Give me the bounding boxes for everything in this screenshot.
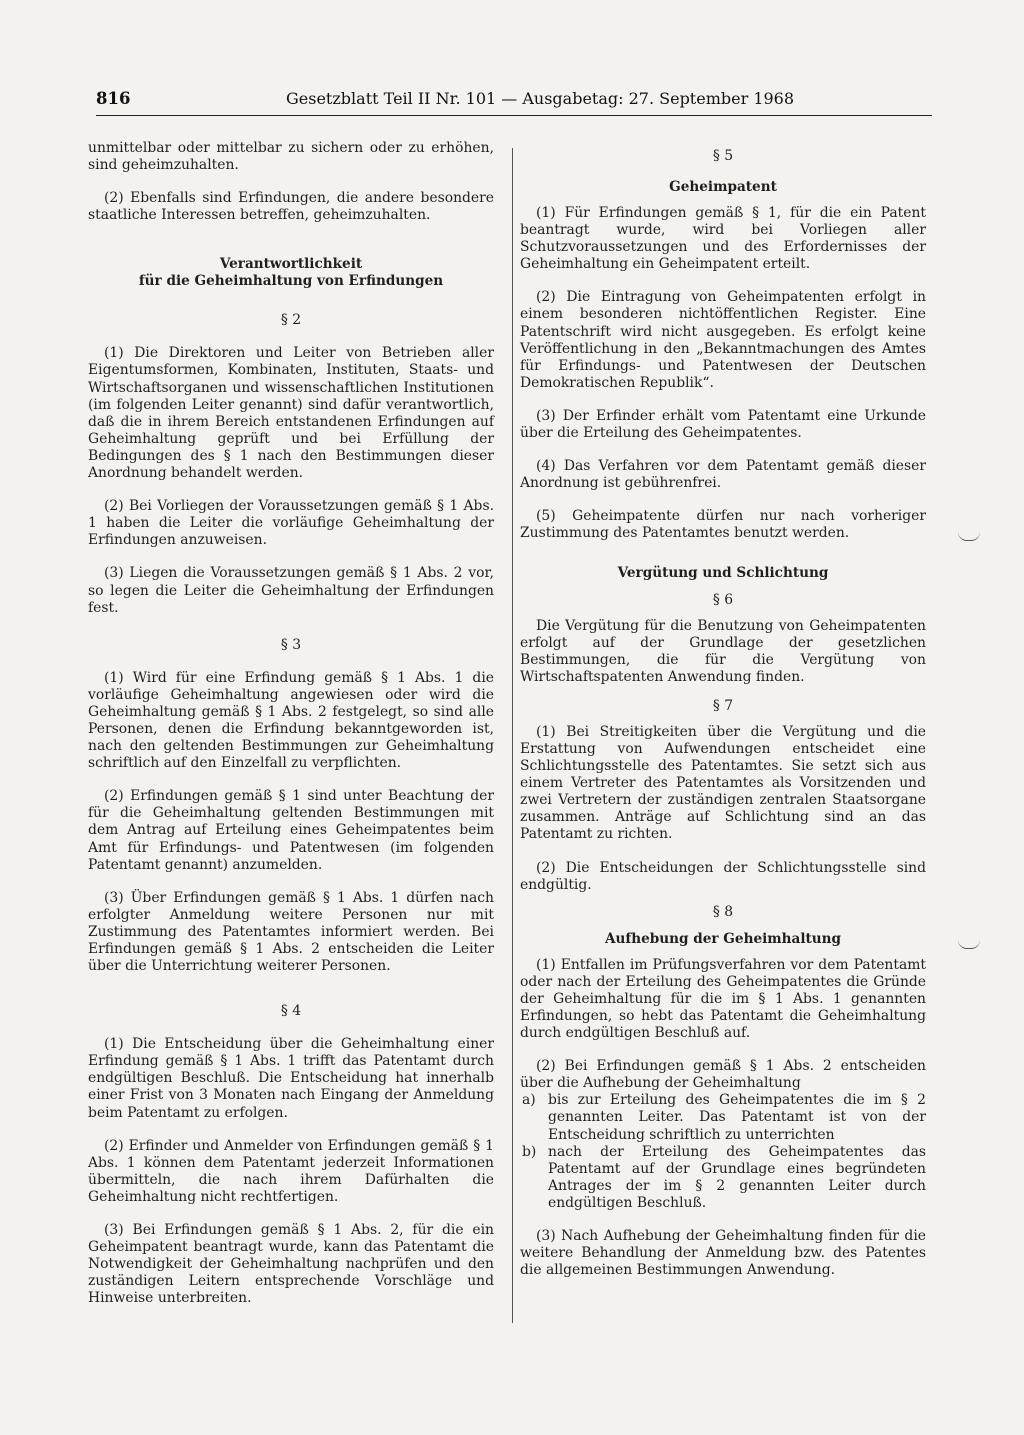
- left-column: [88, 140, 494, 1308]
- section-number: § 4: [280, 1003, 302, 1020]
- paragraph: (4) Das Verfahren vor dem Patentamt gemäß dieser Anordnung ist gebührenfrei.: [520, 458, 926, 492]
- paragraph: (2) Die Eintragung von Geheimpatenten erfolgt in einem besonderen nichtöffentlichen Register. Eine Patentschrift wird nicht ausgegeben. Es erfolgt keine Veröffentlichung in den „Bekanntmachungen des Amtes für Erfindungs- und Patentwesen der Deutschen Demokratischen Republik“.: [520, 289, 926, 391]
- paragraph: unmittelbar oder mittelbar zu sichern oder zu erhöhen, sind geheimzuhalten.: [88, 140, 494, 174]
- margin-mark: [958, 940, 980, 949]
- paragraph: (3) Bei Erfindungen gemäß § 1 Abs. 2, für die ein Geheimpatent beantragt wurde, kann das Patentamt die Notwendigkeit der Geheimhaltung nachprüfen und den zuständigen Leitern entsprechende Vorschläge und Hinweise unterbreiten.: [88, 1222, 494, 1307]
- paragraph: Die Vergütung für die Benutzung von Geheimpatenten erfolgt auf der Grundlage der gesetzlichen Bestimmungen, die für die Vergütung von Wirtschaftspatenten Anwendung finden.: [520, 617, 926, 685]
- header-rule: [96, 115, 932, 116]
- paragraph: (2) Erfindungen gemäß § 1 sind unter Beachtung der für die Geheimhaltung geltenden Bestimmungen mit dem Antrag auf Erteilung eines Geheimpatentes beim Amt für Erfindungs- und Patentwesen (im folgenden Patentamt genannt) anzumelden.: [88, 788, 494, 873]
- section-number: § 3: [280, 636, 302, 653]
- list-label: a): [522, 1092, 536, 1109]
- list-item: [520, 1144, 926, 1212]
- list-item: [520, 1092, 926, 1143]
- paragraph: (3) Der Erfinder erhält vom Patentamt eine Urkunde über die Erteilung des Geheimpatentes.: [520, 407, 926, 442]
- paragraph: (1) Für Erfindungen gemäß § 1, für die ein Patent beantragt wurde, wird bei Vorliegen aller Schutzvoraussetzungen und des Erfordernisses der Geheimhaltung ein Geheimpatent erteilt.: [520, 205, 926, 273]
- section-number: § 7: [712, 697, 734, 714]
- section-number: § 6: [712, 591, 734, 608]
- paragraph: (1) Bei Streitigkeiten über die Vergütung und die Erstattung von Aufwendungen entscheidet eine Schlichtungsstelle des Patentamtes. Sie setzt sich aus einem Vertreter des Patentamtes als Vorsitzenden und zwei Vertretern der zuständigen zentralen Staatsorgane zusammen. Anträge auf Schlichtung sind an das Patentamt zu richten.: [520, 723, 926, 843]
- list-text: bis zur Erteilung des Geheimpatentes die im § 2 genannten Leiter. Das Patentamt ist von der Entscheidung schriftlich zu unterrichten: [548, 1092, 926, 1143]
- gazette-title: Gesetzblatt Teil II Nr. 101 — Ausgabetag: 27. September 1968: [286, 89, 795, 108]
- paragraph: (3) Liegen die Voraussetzungen gemäß § 1 Abs. 2 vor, so legen die Leiter die Geheimhaltung der Erfindungen fest.: [88, 565, 494, 616]
- paragraph: (2) Bei Vorliegen der Voraussetzungen gemäß § 1 Abs. 1 haben die Leiter die vorläufige Geheimhaltung der Erfindungen anzuweisen.: [88, 498, 494, 549]
- paragraph: (2) Ebenfalls sind Erfindungen, die andere besondere staatliche Interessen betreffen, geheimzuhalten.: [88, 190, 494, 224]
- section-number: § 8: [712, 903, 734, 920]
- page-number: 816: [96, 89, 131, 108]
- paragraph: (2) Bei Erfindungen gemäß § 1 Abs. 2 entscheiden über die Aufhebung der Geheimhaltung: [520, 1058, 926, 1092]
- paragraph: (1) Entfallen im Prüfungsverfahren vor dem Patentamt oder nach der Erteilung des Geheimpatentes die Gründe der Geheimhaltung für die im § 1 Abs. 1 genannten Erfindungen, so hebt das Patentamt die Geheimhaltung durch endgültigen Beschluß auf.: [520, 956, 926, 1042]
- page-header: [96, 84, 932, 112]
- margin-mark: [958, 532, 980, 541]
- paragraph: (3) Nach Aufhebung der Geheimhaltung finden für die weitere Behandlung der Anmeldung bzw. des Patentes die allgemeinen Bestimmungen Anwendung.: [520, 1228, 926, 1279]
- paragraph: (1) Wird für eine Erfindung gemäß § 1 Abs. 1 die vorläufige Geheimhaltung angewiesen oder wird die Geheimhaltung gemäß § 1 Abs. 2 festgelegt, so sind alle Personen, denen die Erfindung bekanntgeworden ist, nach den geltenden Bestimmungen zur Geheimhaltung schriftlich auf den Einzelfall zu verpflichten.: [88, 669, 494, 772]
- paragraph: (2) Die Entscheidungen der Schlichtungsstelle sind endgültig.: [520, 859, 926, 893]
- section-number: § 5: [712, 148, 734, 164]
- section-heading: Aufhebung der Geheimhaltung: [604, 930, 842, 947]
- paragraph: (2) Erfinder und Anmelder von Erfindungen gemäß § 1 Abs. 1 können dem Patentamt jederzeit Informationen übermitteln, die nach ihrem Dafürhalten die Geheimhaltung nicht rechtfertigen.: [88, 1137, 494, 1205]
- paragraph: (1) Die Direktoren und Leiter von Betrieben aller Eigentumsformen, Kombinaten, Instituten, Staats- und Wirtschaftsorganen und wissenschaftlichen Institutionen (im folgenden Leiter genannt) sind dafür verantwortlich, daß die in ihrem Bereich entstandenen Erfindungen auf Geheimhaltung geprüft und bei Erfüllung der Bedingungen des § 1 nach den Bestimmungen dieser Anordnung behandelt werden.: [88, 345, 494, 482]
- list-label: b): [522, 1143, 537, 1160]
- paragraph: (5) Geheimpatente dürfen nur nach vorheriger Zustimmung des Patentamtes benutzt werden.: [520, 508, 926, 542]
- section-number: § 2: [280, 312, 302, 329]
- right-column: [520, 140, 926, 1279]
- section-heading: Verantwortlichkeit: [219, 256, 363, 273]
- paragraph: (3) Über Erfindungen gemäß § 1 Abs. 1 dürfen nach erfolgter Anmeldung weitere Personen nur mit Zustimmung des Patentamtes informiert werden. Bei Erfindungen gemäß § 1 Abs. 2 entscheiden die Leiter über die Unterrichtung weiterer Personen.: [88, 889, 494, 975]
- paragraph: (1) Die Entscheidung über die Geheimhaltung einer Erfindung gemäß § 1 Abs. 1 trifft das Patentamt durch endgültigen Beschluß. Die Entscheidung hat innerhalb einer Frist von 3 Monaten nach Eingang der Anmeldung beim Patentamt zu erfolgen.: [88, 1036, 494, 1121]
- section-heading: für die Geheimhaltung von Erfindungen: [138, 273, 444, 290]
- section-heading: Vergütung und Schlichtung: [617, 564, 829, 581]
- section-heading: Geheimpatent: [669, 179, 777, 195]
- column-divider: [512, 148, 513, 1323]
- list-text: nach der Erteilung des Geheimpatentes das Patentamt auf der Grundlage eines begründeten Antrages der im § 2 genannten Leiter durch endgültigen Beschluß.: [548, 1143, 926, 1211]
